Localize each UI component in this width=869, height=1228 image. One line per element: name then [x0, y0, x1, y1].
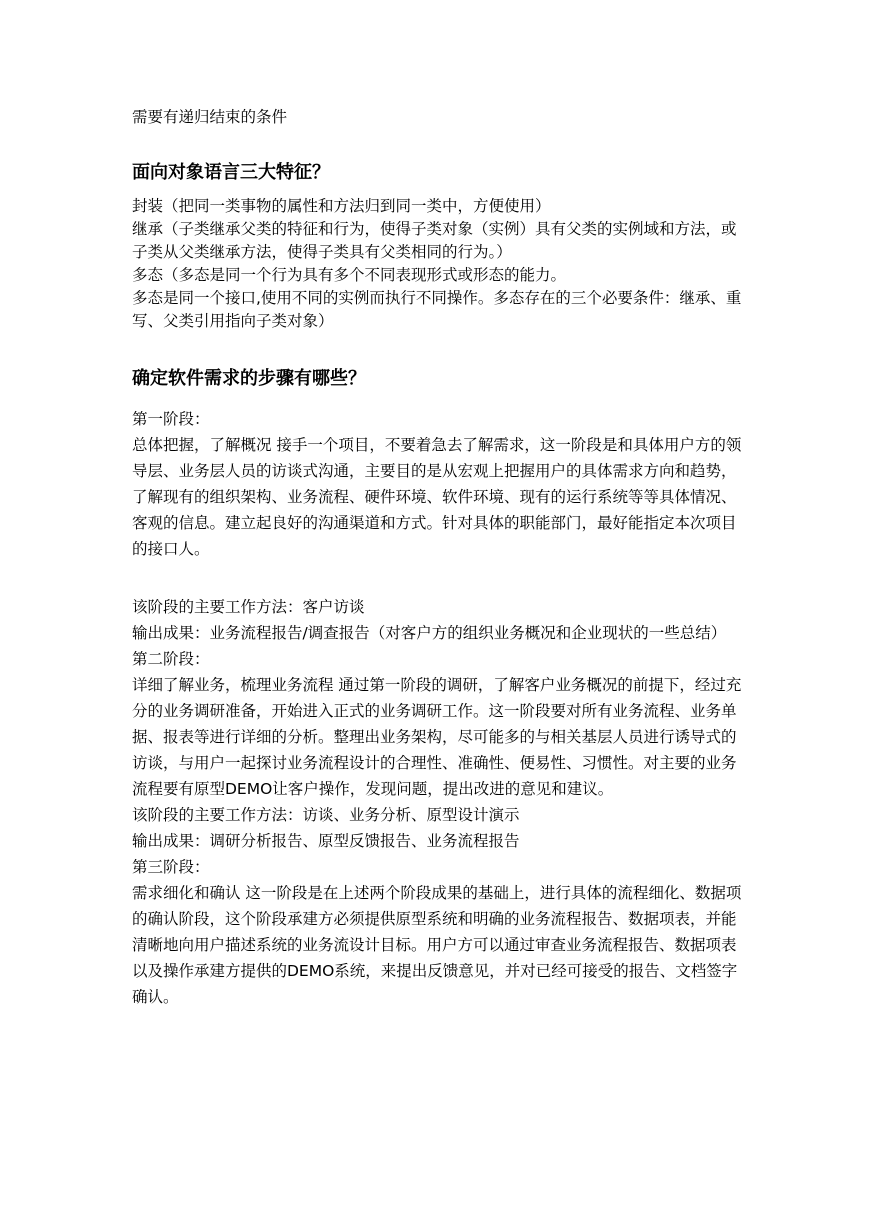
- stage2-method: 该阶段的主要工作方法：访谈、业务分析、原型设计演示: [132, 806, 520, 824]
- stage1-output: 输出成果：业务流程报告/调查报告（对客户方的组织业务概况和企业现状的一些总结）: [132, 624, 727, 642]
- stage1-method: 该阶段的主要工作方法：客户访谈: [132, 598, 365, 616]
- section2-title: 确定软件需求的步骤有哪些？: [132, 368, 366, 389]
- stage1-text: 总体把握，了解概况 接手一个项目，不要着急去了解需求，这一阶段是和具体用户方的领导层、业务层人员的访谈式沟通，主要目的是从宏观上把握用户的具体需求方向和趋势，了解现有的组织架构、业务流程、硬件环境、软件环境、现有的运行系统等等具体情况、客观的信息。建立起良好的沟通渠道和方式。针对具体的职能部门，最好能指定本次项目的接口人。: [132, 436, 742, 558]
- stage1-block: [132, 406, 742, 562]
- stage3-text: 需求细化和确认 这一阶段是在上述两个阶段成果的基础上，进行具体的流程细化、数据项的确认阶段，这个阶段承建方必须提供原型系统和明确的业务流程报告、数据项表，并能清晰地向用户描述系统的业务流设计目标。用户方可以通过审查业务流程报告、数据项表以及操作承建方提供的DEMO系统，来提出反馈意见，并对已经可接受的报告、文档签字确认。: [132, 884, 742, 1006]
- section1-body: [132, 195, 742, 333]
- encapsulation-text: 封装（把同一类事物的属性和方法归到同一类中，方便使用）: [132, 197, 551, 215]
- section1-title: 面向对象语言三大特征？: [132, 162, 330, 183]
- polymorphism-text: 多态（多态是同一个行为具有多个不同表现形式或形态的能力。: [132, 266, 567, 284]
- stage2-label: 第二阶段：: [132, 650, 210, 668]
- stage1-summary: [132, 594, 742, 1010]
- stage2-output: 输出成果：调研分析报告、原型反馈报告、业务流程报告: [132, 832, 520, 850]
- intro-text: 需要有递归结束的条件: [132, 108, 288, 126]
- stage2-text: 详细了解业务，梳理业务流程 通过第一阶段的调研，了解客户业务概况的前提下，经过充分的业务调研准备，开始进入正式的业务调研工作。这一阶段要对所有业务流程、业务单据、报表等进行详细的分析。整理出业务架构，尽可能多的与相关基层人员进行诱导式的访谈，与用户一起探讨业务流程设计的合理性、准确性、便易性、习惯性。对主要的业务流程要有原型DEMO让客户操作，发现问题，提出改进的意见和建议。: [132, 676, 742, 798]
- stage1-label: 第一阶段：: [132, 410, 210, 428]
- polymorphism-detail-text: 多态是同一个接口,使用不同的实例而执行不同操作。多态存在的三个必要条件：继承、重写、父类引用指向子类对象）: [132, 289, 742, 330]
- stage3-label: 第三阶段：: [132, 858, 210, 876]
- inheritance-text: 继承（子类继承父类的特征和行为，使得子类对象（实例）具有父类的实例域和方法，或子类从父类继承方法，使得子类具有父类相同的行为。）: [132, 220, 737, 261]
